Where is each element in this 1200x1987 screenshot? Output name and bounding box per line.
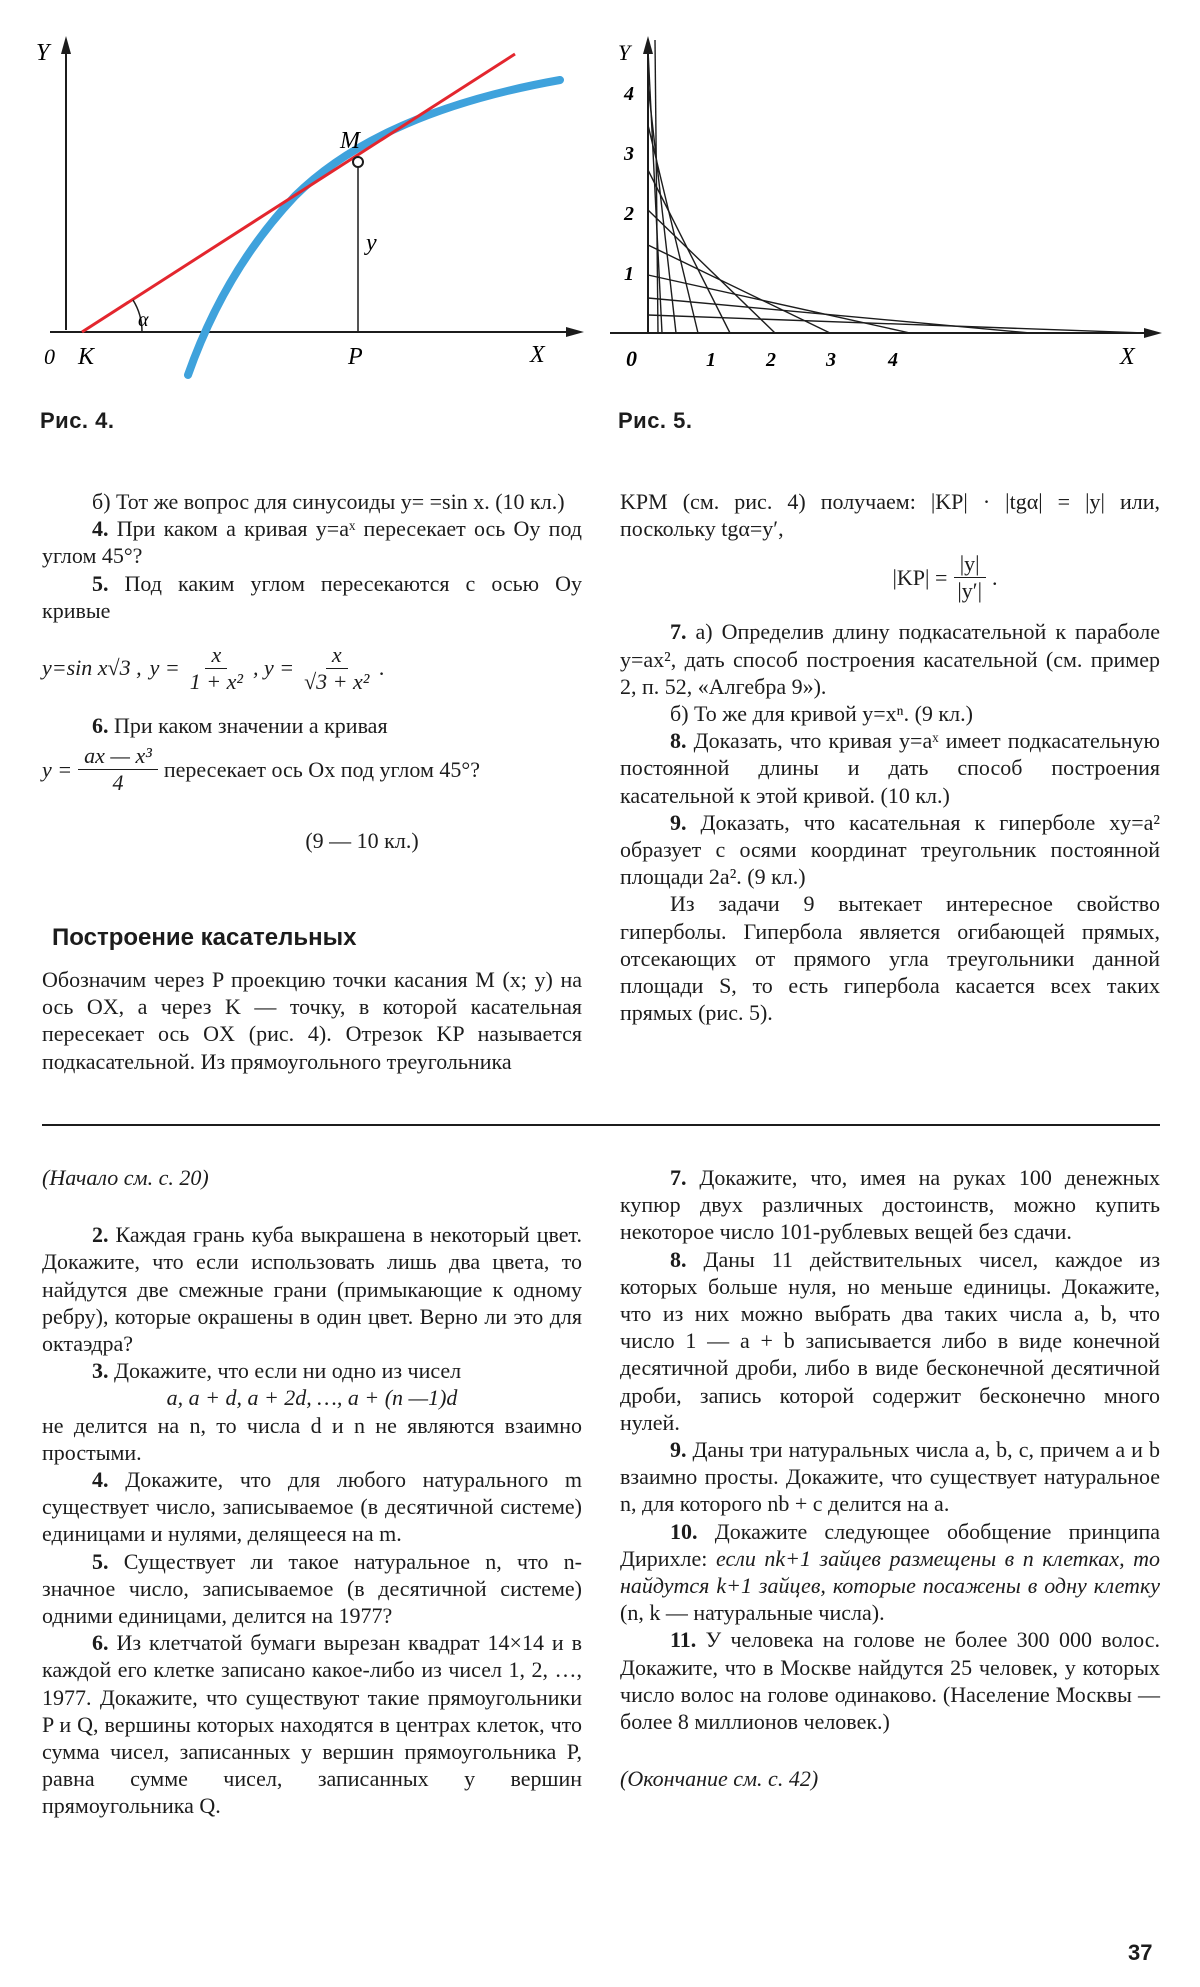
numerator: x: [326, 642, 348, 669]
formula-kp: [730, 542, 1160, 612]
denominator: √3 + x²: [304, 668, 370, 694]
section-heading: Построение касательных: [52, 924, 357, 951]
problem-number: 4.: [92, 516, 109, 542]
fig4-label-alpha: α: [138, 309, 149, 331]
fraction: [300, 642, 373, 695]
problem-5: [42, 1548, 582, 1630]
fig4-point-m: [353, 157, 363, 167]
problem-text: (n, k — натуральные числа).: [620, 1600, 885, 1626]
section-divider: [42, 1124, 1160, 1126]
fig4-label-y-axis: Y: [36, 40, 50, 66]
fraction: [186, 642, 247, 695]
problem-number: 8.: [670, 728, 687, 754]
fig5-y-tick-2: 2: [624, 203, 634, 225]
denominator: 1 + x²: [189, 668, 243, 694]
formula-part: , y =: [252, 655, 295, 681]
fig5-y-tick-4: 4: [624, 83, 634, 105]
problem-text: Под каким углом пересекаются с осью Oy кривые: [42, 570, 583, 623]
fraction: [78, 743, 158, 796]
problem-number: 5.: [92, 570, 109, 596]
problem-number: 4.: [92, 1467, 109, 1493]
top-right-column: [620, 488, 1160, 1026]
problem-text: Докажите следующее обобщение принципа Дирихле:: [620, 1518, 1161, 1571]
problem-text: У человека на голове не более 300 000 волос. Докажите, что в Москве найдутся 25 человек, у которых число волос на голове одинаково. (Население Москвы — более 8 миллионов человек.): [620, 1627, 1160, 1735]
figure-4: [30, 30, 590, 390]
problem-number: 10.: [670, 1518, 698, 1544]
fig5-label-origin: 0: [626, 346, 637, 371]
problem-3: [42, 1357, 582, 1384]
paragraph: б) Тот же вопрос для синусоиды y= =sin x. (10 кл.): [92, 489, 565, 514]
fig5-x-tick-3: 3: [826, 349, 836, 371]
problem-10: [620, 1518, 1160, 1627]
formula-curves: y=sin x√3 , y = $\frac{x}{\text{1 + x²}}$ , y = $\frac{x}{\text{√3 + x²}}$ .: [42, 641, 385, 694]
fig5-x-tick-1: 1: [706, 349, 716, 371]
problem-number: 7.: [670, 1165, 687, 1190]
problem-9: [620, 1436, 1160, 1518]
numerator: |y|: [954, 551, 986, 578]
fig4-caption: Рис. 4.: [40, 408, 115, 433]
problem-number: 9.: [670, 1437, 687, 1463]
problem-number: 6.: [92, 713, 109, 739]
fig5-line: [648, 245, 830, 333]
fig5-envelope-lines: [648, 40, 1145, 333]
fig5-y-tick-1: 1: [624, 263, 634, 285]
problem-5: [42, 570, 582, 624]
fig5-y-tick-3: 3: [624, 143, 634, 165]
problem-number: 8.: [670, 1246, 687, 1272]
page-number: 37: [1128, 1940, 1153, 1965]
numerator: x: [205, 642, 227, 669]
problem-4: [42, 515, 582, 569]
formula-part: y=sin x√3 ,: [42, 655, 142, 681]
continued-note: (Окончание см. с. 42): [620, 1766, 819, 1792]
problem-text: Докажите, что, имея на руках 100 денежных купюр двух различных достоинств, можно купить некоторое число 101-рублевых вещей без сдачи.: [620, 1165, 1160, 1245]
problem-text: Доказать, что касательная к гиперболе xy=a² образует с осями координат треугольник постоянной площади 2a². (9 кл.): [620, 809, 1161, 890]
problem-11: [620, 1626, 1160, 1735]
fig4-label-origin: 0: [44, 344, 55, 369]
fig4-label-x-axis: X: [530, 342, 545, 368]
fig4-label-y: y: [366, 230, 377, 256]
problem-2: [42, 1221, 582, 1357]
problem-text: не делится на n, то числа d и n не являются взаимно простыми.: [42, 1412, 582, 1465]
paragraph: Из задачи 9 вытекает интересное свойство гиперболы. Гипербола является огибающей прямых, отсекающих от прямого угла треугольники данной площади S, то есть гипербола касается всех таких прямых (рис. 5).: [620, 891, 1160, 1026]
problem-text: Существует ли такое натуральное n, что n-значное число, записываемое (в десятичной системе) одними единицами, делится на 1977?: [42, 1548, 582, 1629]
paragraph: KPM (см. рис. 4) получаем: |KP| · |tgα| = |y| или, поскольку tgα=y′,: [620, 489, 1160, 542]
problem-text: Докажите, что если ни одно из чисел: [114, 1358, 462, 1384]
grade-note: (9 — 10 кл.): [305, 828, 419, 854]
problem-8: [620, 1246, 1160, 1436]
fig4-y-arrow: [61, 36, 71, 54]
fig4-tangent: [82, 54, 515, 332]
continued-note: (Начало см. с. 20): [42, 1165, 209, 1190]
formula-part: y =: [149, 655, 180, 681]
problem-text: Из клетчатой бумаги вырезан квадрат 14×14 и в каждой его клетке записано какое-либо из чисел 1, 2, …, 1977. Докажите, что существуют такие прямоугольники P и Q, вершины которых находятся в центрах клеток, что сумма чисел, записанных у вершин прямоугольника P, равна сумме чисел, записанных у вершин прямоугольника Q.: [42, 1630, 583, 1819]
fig4-label-k: K: [78, 344, 95, 370]
problem-text: Докажите, что для любого натурального m существует число, записываемое (в десятичной системе) единицами и нулями, делящееся на m.: [42, 1467, 582, 1547]
formula-part: |KP| =: [892, 564, 948, 590]
fig5-label-x-axis: X: [1120, 344, 1135, 370]
fig5-line: [648, 210, 775, 333]
problem-7: [620, 1164, 1160, 1246]
problem-number: 6.: [92, 1630, 109, 1656]
fig5-line: [648, 298, 1030, 333]
problem-text-italic: если nk+1 зайцев размещены в n клетках, то найдутся k+1 зайцев, которые посажены в одну клетку: [620, 1545, 1161, 1599]
problem-6: [42, 712, 582, 739]
problem-9: [620, 809, 1160, 891]
problem-7b: б) То же для кривой y=xⁿ. (9 кл.): [670, 701, 973, 727]
figure-5: [600, 30, 1180, 390]
numerator: ax — x³: [78, 743, 158, 770]
bottom-left-column: [42, 1164, 582, 1820]
denominator: 4: [112, 769, 124, 795]
top-left-column-2: [42, 966, 582, 1075]
fig5-label-y-axis: Y: [618, 40, 631, 65]
problem-text: Даны три натуральных числа a, b, c, причем a и b взаимно просты. Докажите, что существует натуральное n, для которого nb + c делится на a.: [620, 1437, 1160, 1517]
formula-part: y =: [42, 756, 73, 782]
fraction: [953, 551, 986, 604]
problem-number: 5.: [92, 1548, 109, 1574]
fig4-label-m: M: [340, 128, 360, 154]
problem-8: [620, 727, 1160, 809]
problem-text: Каждая грань куба выкрашена в некоторый цвет. Докажите, что если использовать лишь два цвета, то найдутся две смежные грани (примыкающие к одному ребру), которые окрашены в один цвет. Верно ли это для октаэдра?: [42, 1222, 582, 1357]
problem-text: Даны 11 действительных чисел, каждое из которых больше нуля, но меньше единицы. Докажите, что из них можно выбрать два таких числа a, b, что число 1 — a + b записывается либо в виде конечной десятичной дроби, либо в виде бесконечной десятичной дроби, запись которой содержит бесконечно много нулей.: [620, 1246, 1161, 1435]
formula-problem-6: [42, 739, 582, 799]
denominator: |y′|: [957, 577, 982, 603]
fig5-x-tick-2: 2: [766, 349, 776, 371]
paragraph: Обозначим через P проекцию точки касания M (x; y) на ось OX, а через K — точку, в которой касательная пересекает ось OX (рис. 4). Отрезок KP называется подкасательной. Из прямоугольного треугольника: [42, 967, 582, 1074]
top-left-column: [42, 488, 582, 854]
formula-part: пересекает ось Ox под углом 45°?: [163, 756, 480, 782]
problem-text: Доказать, что кривая y=aˣ имеет подкасательную постоянной длины и дать способ построения касательной к этой кривой. (10 кл.): [620, 728, 1160, 808]
fig4-label-p: P: [348, 344, 363, 370]
problem-text: При каком значении a кривая: [114, 713, 388, 739]
problem-text: а) Определив длину подкасательной к параболе y=ax², дать способ построения касательной (см. пример 2, п. 52, «Алгебра 9»).: [620, 619, 1160, 699]
fig5-caption: Рис. 5.: [618, 408, 693, 433]
problem-number: 3.: [92, 1358, 109, 1384]
problem-number: 9.: [670, 809, 687, 835]
problem-number: 2.: [92, 1222, 109, 1248]
number-sequence: a, a + d, a + 2d, …, a + (n —1)d: [166, 1385, 458, 1411]
fig5-x-arrow: [1144, 328, 1162, 338]
fig4-x-arrow: [566, 327, 584, 337]
fig5-line: [648, 85, 676, 333]
problem-7: [620, 618, 1160, 700]
fig5-line: [648, 275, 910, 333]
problem-number: 11.: [670, 1627, 697, 1653]
formula-part: .: [991, 564, 998, 590]
problem-text: При каком a кривая y=aˣ пересекает ось Oy под углом 45°?: [42, 516, 583, 569]
bottom-right-column: [620, 1164, 1160, 1792]
problem-number: 7.: [670, 619, 687, 645]
problem-6: [42, 1629, 582, 1819]
fig5-x-tick-4: 4: [888, 349, 898, 371]
problem-4: [42, 1466, 582, 1548]
